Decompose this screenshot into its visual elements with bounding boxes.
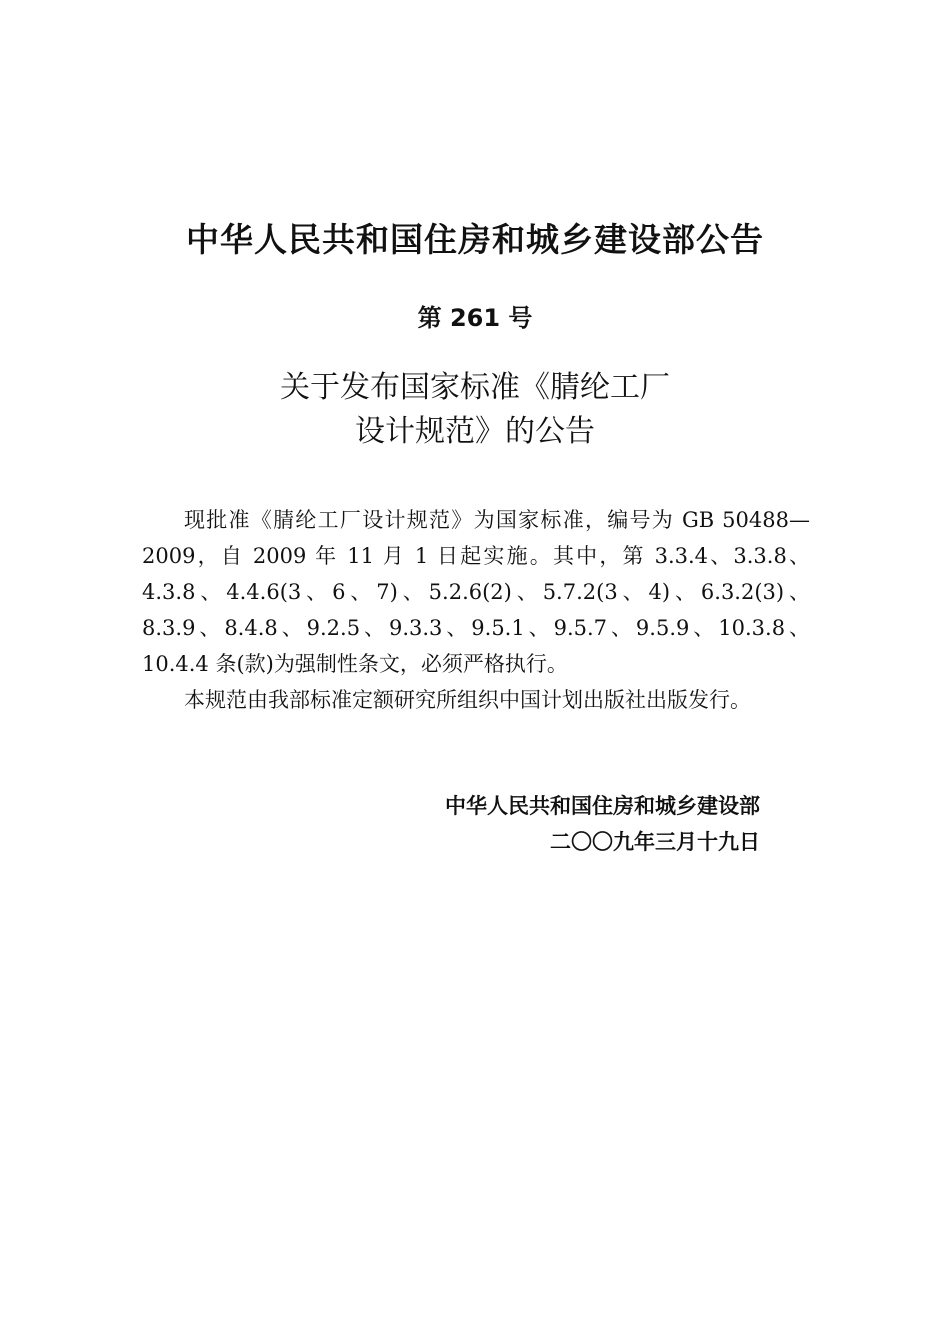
body-paragraph-1: 现批准《腈纶工厂设计规范》为国家标准，编号为 GB 50488—2009，自 2009 年 11 月 1 日起实施。其中，第 3.3.4、3.3.8、4.3.8、4.4.6(3、6、7)、5.2.6(2)、5.7.2(3、4)、6.3.2(3)、8.3.9、8.4.8、9.2.5、9.3.3、9.5.1、9.5.7、9.5.9、10.3.8、10.4.4 条(款)为强制性条文，必须严格执行。	[142, 508, 810, 676]
notice-subtitle	[0, 366, 950, 454]
subtitle-line-1: 关于发布国家标准《腈纶工厂	[280, 370, 670, 405]
notice-body	[142, 502, 810, 718]
body-paragraph-2: 本规范由我部标准定额研究所组织中国计划出版社出版发行。	[184, 688, 751, 712]
issue-date: 二〇〇九年三月十九日	[550, 830, 760, 854]
subtitle-line-2: 设计规范》的公告	[355, 414, 595, 449]
notice-number: 第 261 号	[417, 304, 533, 332]
issuer-name: 中华人民共和国住房和城乡建设部	[445, 794, 760, 818]
notice-title: 中华人民共和国住房和城乡建设部公告	[186, 220, 764, 259]
